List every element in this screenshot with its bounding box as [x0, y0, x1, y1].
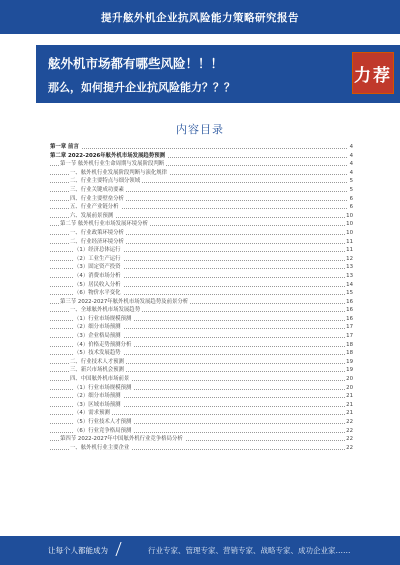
- toc-entry-label: 第一节 舷外机行业生命周期与发展阶段判断: [60, 161, 165, 168]
- toc-entry-label: （1）行业市场规模预测: [74, 315, 132, 322]
- toc-entry-page: 21: [346, 410, 353, 417]
- toc-entry-label: 第三节 2022-2027年舷外机市场发展趋势及前景分析: [60, 298, 189, 305]
- toc-entry[interactable]: [50, 401, 353, 410]
- toc-entry[interactable]: [50, 306, 353, 315]
- toc-entry-label: （1）经济总体运行: [74, 247, 121, 254]
- toc-entry[interactable]: [50, 212, 353, 221]
- toc-entry-page: 13: [346, 264, 353, 271]
- toc-entry-label: （4）需求预测: [74, 410, 110, 417]
- toc-entry-page: 16: [346, 307, 353, 314]
- toc-entry-page: 10: [346, 212, 353, 219]
- toc-entry-page: 16: [346, 315, 353, 322]
- toc-entry[interactable]: [50, 143, 353, 152]
- toc-entry-page: 15: [346, 290, 353, 297]
- toc-entry[interactable]: [50, 332, 353, 341]
- toc-entry[interactable]: [50, 152, 353, 161]
- toc-entry-page: 22: [346, 427, 353, 434]
- toc-entry[interactable]: [50, 392, 353, 401]
- toc-entry[interactable]: [50, 160, 353, 169]
- toc-entry-page: 12: [346, 255, 353, 262]
- toc-entry[interactable]: [50, 186, 353, 195]
- toc-entry-page: 4: [349, 161, 353, 168]
- toc-entry[interactable]: [50, 298, 353, 307]
- report-title: 提升舷外机企业抗风险能力策略研究报告: [101, 12, 299, 24]
- toc-entry[interactable]: [50, 177, 353, 186]
- toc-entry-page: 20: [346, 376, 353, 383]
- table-of-contents: [50, 143, 353, 452]
- toc-entry[interactable]: [50, 281, 353, 290]
- toc-entry[interactable]: [50, 418, 353, 427]
- recommend-seal: [352, 52, 394, 94]
- toc-entry[interactable]: [50, 444, 353, 453]
- footer-bar: [0, 536, 400, 565]
- toc-entry[interactable]: [50, 341, 353, 350]
- toc-entry-label: 二、行业技术人才预测: [70, 358, 124, 365]
- footer-expert-list: 行业专家、管理专家、营销专家、战略专家、成功企业家……: [148, 546, 351, 555]
- toc-entry-label: 四、中国舷外机市场前景: [70, 376, 130, 383]
- toc-entry[interactable]: [50, 263, 353, 272]
- divider-slash-icon: [115, 542, 141, 556]
- toc-entry-page: 18: [346, 341, 353, 348]
- toc-entry-page: 21: [346, 393, 353, 400]
- toc-entry-label: （4）消费市场分析: [74, 272, 121, 279]
- toc-entry-label: 二、行业经济环境分析: [70, 238, 124, 245]
- toc-entry-label: 第一章 前言: [50, 144, 79, 150]
- toc-entry[interactable]: [50, 169, 353, 178]
- toc-entry-label: （3）区域市场预测: [74, 401, 121, 408]
- toc-entry-label: （6）行业竞争格局预测: [74, 427, 132, 434]
- toc-entry-label: （2）细分市场预测: [74, 324, 121, 331]
- banner-headline: 舷外机市场都有哪些风险！！！: [48, 56, 224, 71]
- toc-entry-page: 11: [346, 247, 353, 254]
- toc-entry[interactable]: [50, 366, 353, 375]
- toc-entry[interactable]: [50, 435, 353, 444]
- toc-entry[interactable]: [50, 289, 353, 298]
- seal-text: 力荐: [354, 66, 392, 86]
- toc-entry[interactable]: [50, 238, 353, 247]
- toc-entry[interactable]: [50, 358, 353, 367]
- toc-entry-page: 4: [349, 144, 353, 150]
- toc-entry[interactable]: [50, 272, 353, 281]
- toc-entry-label: 一、行业政策环境分析: [70, 229, 124, 236]
- toc-entry-label: （5）行业技术人才预测: [74, 419, 132, 425]
- toc-entry-page: 4: [349, 152, 353, 159]
- toc-entry-page: 16: [346, 298, 353, 305]
- toc-entry-label: 一、舷外机行业主要企业: [70, 444, 130, 451]
- toc-entry[interactable]: [50, 323, 353, 332]
- toc-entry[interactable]: [50, 409, 353, 418]
- toc-entry-label: 一、全球舷外机市场发展趋势: [70, 307, 141, 314]
- toc-entry[interactable]: [50, 349, 353, 358]
- toc-entry-page: 18: [346, 350, 353, 357]
- toc-entry-label: （1）行业市场规模预测: [74, 384, 132, 391]
- toc-entry[interactable]: [50, 384, 353, 393]
- toc-entry[interactable]: [50, 255, 353, 264]
- toc-entry-label: 第四节 2022-2027年中国舷外机行业竞争格局分析: [60, 436, 183, 443]
- toc-entry-label: （3）企业格局预测: [74, 333, 121, 340]
- footer-slogan: 让每个人都能成为: [48, 546, 108, 555]
- toc-entry-label: 三、行业关键成功要素: [70, 186, 124, 193]
- toc-leader-dots: [50, 148, 347, 149]
- toc-entry[interactable]: [50, 315, 353, 324]
- toc-entry-page: 6: [349, 204, 353, 211]
- risk-banner: [36, 45, 400, 103]
- toc-entry-page: 11: [346, 238, 353, 245]
- toc-entry-label: （6）物价水平变化: [74, 290, 121, 297]
- toc-entry-page: 10: [346, 221, 353, 228]
- toc-entry[interactable]: [50, 246, 353, 255]
- toc-entry[interactable]: [50, 375, 353, 384]
- toc-entry[interactable]: [50, 220, 353, 229]
- toc-entry[interactable]: [50, 229, 353, 238]
- toc-entry-label: （3）固定资产投资: [74, 264, 121, 271]
- toc-entry-label: 第二章 2022-2026年舷外机市场发展趋势预测: [50, 152, 165, 159]
- toc-heading: 内容目录: [176, 123, 224, 136]
- toc-entry-page: 17: [346, 324, 353, 331]
- toc-entry-label: 三、新兴市场机会预测: [70, 367, 124, 374]
- toc-entry-page: 19: [346, 358, 353, 365]
- toc-entry-label: 五、行业产业链分析: [70, 204, 119, 211]
- toc-entry-page: 21: [346, 401, 353, 408]
- toc-entry-page: 5: [349, 178, 353, 185]
- toc-entry[interactable]: [50, 195, 353, 204]
- banner-subheadline: 那么，如何提升企业抗风险能力？？？: [48, 81, 235, 94]
- toc-entry-label: 一、舷外机行业发展阶段判断与演化规律: [70, 169, 168, 176]
- toc-entry-page: 13: [346, 272, 353, 279]
- toc-entry-page: 14: [346, 281, 353, 288]
- toc-entry[interactable]: [50, 427, 353, 436]
- toc-entry-page: 17: [346, 333, 353, 340]
- toc-entry-label: 六、发展前景预测: [70, 212, 114, 219]
- toc-entry-page: 19: [346, 367, 353, 374]
- toc-entry-page: 20: [346, 384, 353, 391]
- toc-entry-label: （2）细分市场预测: [74, 393, 121, 400]
- toc-entry-page: 6: [349, 195, 353, 202]
- header-bar: [0, 0, 400, 34]
- toc-entry-label: （5）技术发展趋势: [74, 350, 121, 357]
- toc-entry-page: 4: [349, 169, 353, 176]
- toc-entry[interactable]: [50, 203, 353, 212]
- toc-entry-label: 四、行业主要壁垒分析: [70, 195, 124, 202]
- toc-entry-page: 22: [346, 419, 353, 425]
- toc-entry-page: 5: [349, 186, 353, 193]
- toc-entry-label: （4）价格走势预测分析: [74, 341, 132, 348]
- toc-entry-label: （2）工业生产运行: [74, 255, 121, 262]
- toc-entry-page: 22: [346, 436, 353, 443]
- toc-entry-label: 二、行业主要特点与细分领域: [70, 178, 141, 185]
- toc-entry-label: （5）居民收入分析: [74, 281, 121, 288]
- toc-entry-page: 10: [346, 229, 353, 236]
- toc-entry-page: 22: [346, 444, 353, 451]
- toc-entry-label: 第二节 舷外机行业市场发展环境分析: [60, 221, 148, 228]
